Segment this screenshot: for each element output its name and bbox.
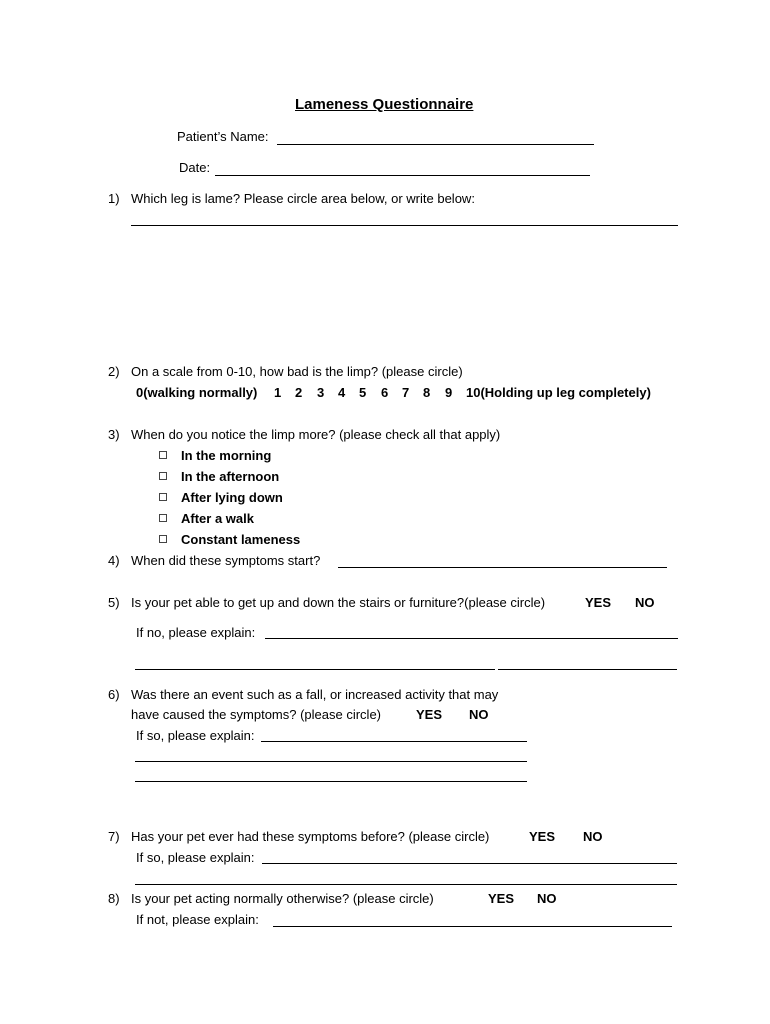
- question-7-text: Has your pet ever had these symptoms before? (please circle): [131, 829, 490, 844]
- checkbox[interactable]: [159, 472, 167, 480]
- patient-name-label: Patient’s Name:: [177, 129, 269, 144]
- yes-option[interactable]: YES: [529, 829, 556, 844]
- no-option[interactable]: NO: [583, 829, 603, 844]
- question-2-text: On a scale from 0-10, how bad is the limp? (please circle): [131, 364, 463, 379]
- question-number: 8): [108, 891, 120, 906]
- no-option[interactable]: NO: [635, 595, 655, 610]
- scale-option[interactable]: 0(walking normally): [136, 385, 258, 400]
- scale-option[interactable]: 10(Holding up leg completely): [466, 385, 651, 400]
- explain-line[interactable]: [498, 669, 677, 670]
- scale-option[interactable]: 5: [359, 385, 367, 400]
- explain-line[interactable]: [135, 781, 527, 782]
- question-number: 7): [108, 829, 120, 844]
- question-6-text: Was there an event such as a fall, or increased activity that may: [131, 687, 499, 702]
- question-number: 5): [108, 595, 120, 610]
- explain-label: If so, please explain:: [136, 728, 255, 743]
- no-option[interactable]: NO: [469, 707, 489, 722]
- scale-option[interactable]: 8: [423, 385, 431, 400]
- explain-line[interactable]: [135, 884, 677, 885]
- scale-option[interactable]: 1: [274, 385, 282, 400]
- date-label: Date:: [179, 160, 211, 175]
- explain-line[interactable]: [265, 638, 678, 639]
- scale-option[interactable]: 4: [338, 385, 346, 400]
- explain-label: If not, please explain:: [136, 912, 259, 927]
- question-4-answer-line[interactable]: [338, 567, 667, 568]
- checkbox-label: In the afternoon: [181, 469, 280, 484]
- checkbox-label: After a walk: [181, 511, 254, 526]
- question-number: 3): [108, 427, 120, 442]
- yes-option[interactable]: YES: [416, 707, 443, 722]
- yes-option[interactable]: YES: [488, 891, 515, 906]
- checkbox-label: After lying down: [181, 490, 283, 505]
- scale-option[interactable]: 6: [381, 385, 389, 400]
- question-1-text: Which leg is lame? Please circle area below, or write below:: [131, 191, 475, 206]
- checkbox[interactable]: [159, 451, 167, 459]
- checkbox[interactable]: [159, 493, 167, 501]
- date-field[interactable]: [215, 175, 590, 176]
- explain-line[interactable]: [273, 926, 672, 927]
- question-number: 1): [108, 191, 120, 206]
- question-number: 6): [108, 687, 120, 702]
- explain-line[interactable]: [262, 863, 677, 864]
- explain-label: If no, please explain:: [136, 625, 256, 640]
- checkbox-label: In the morning: [181, 448, 272, 463]
- scale-option[interactable]: 2: [295, 385, 303, 400]
- question-1-answer-line[interactable]: [131, 225, 678, 226]
- patient-name-field[interactable]: [277, 144, 594, 145]
- question-3-text: When do you notice the limp more? (please check all that apply): [131, 427, 501, 442]
- explain-line[interactable]: [261, 741, 527, 742]
- explain-line[interactable]: [135, 761, 527, 762]
- question-6-text: have caused the symptoms? (please circle): [131, 707, 382, 722]
- checkbox[interactable]: [159, 514, 167, 522]
- scale-option[interactable]: 3: [317, 385, 325, 400]
- question-number: 2): [108, 364, 120, 379]
- explain-label: If so, please explain:: [136, 850, 255, 865]
- explain-line[interactable]: [135, 669, 495, 670]
- question-number: 4): [108, 553, 120, 568]
- scale-option[interactable]: 7: [402, 385, 410, 400]
- yes-option[interactable]: YES: [585, 595, 612, 610]
- page-title: Lameness Questionnaire: [295, 96, 474, 113]
- question-8-text: Is your pet acting normally otherwise? (please circle): [131, 891, 434, 906]
- scale-option[interactable]: 9: [445, 385, 453, 400]
- checkbox-label: Constant lameness: [181, 532, 301, 547]
- no-option[interactable]: NO: [537, 891, 557, 906]
- question-5-text: Is your pet able to get up and down the stairs or furniture?(please circle): [131, 595, 546, 610]
- question-4-text: When did these symptoms start?: [131, 553, 321, 568]
- checkbox[interactable]: [159, 535, 167, 543]
